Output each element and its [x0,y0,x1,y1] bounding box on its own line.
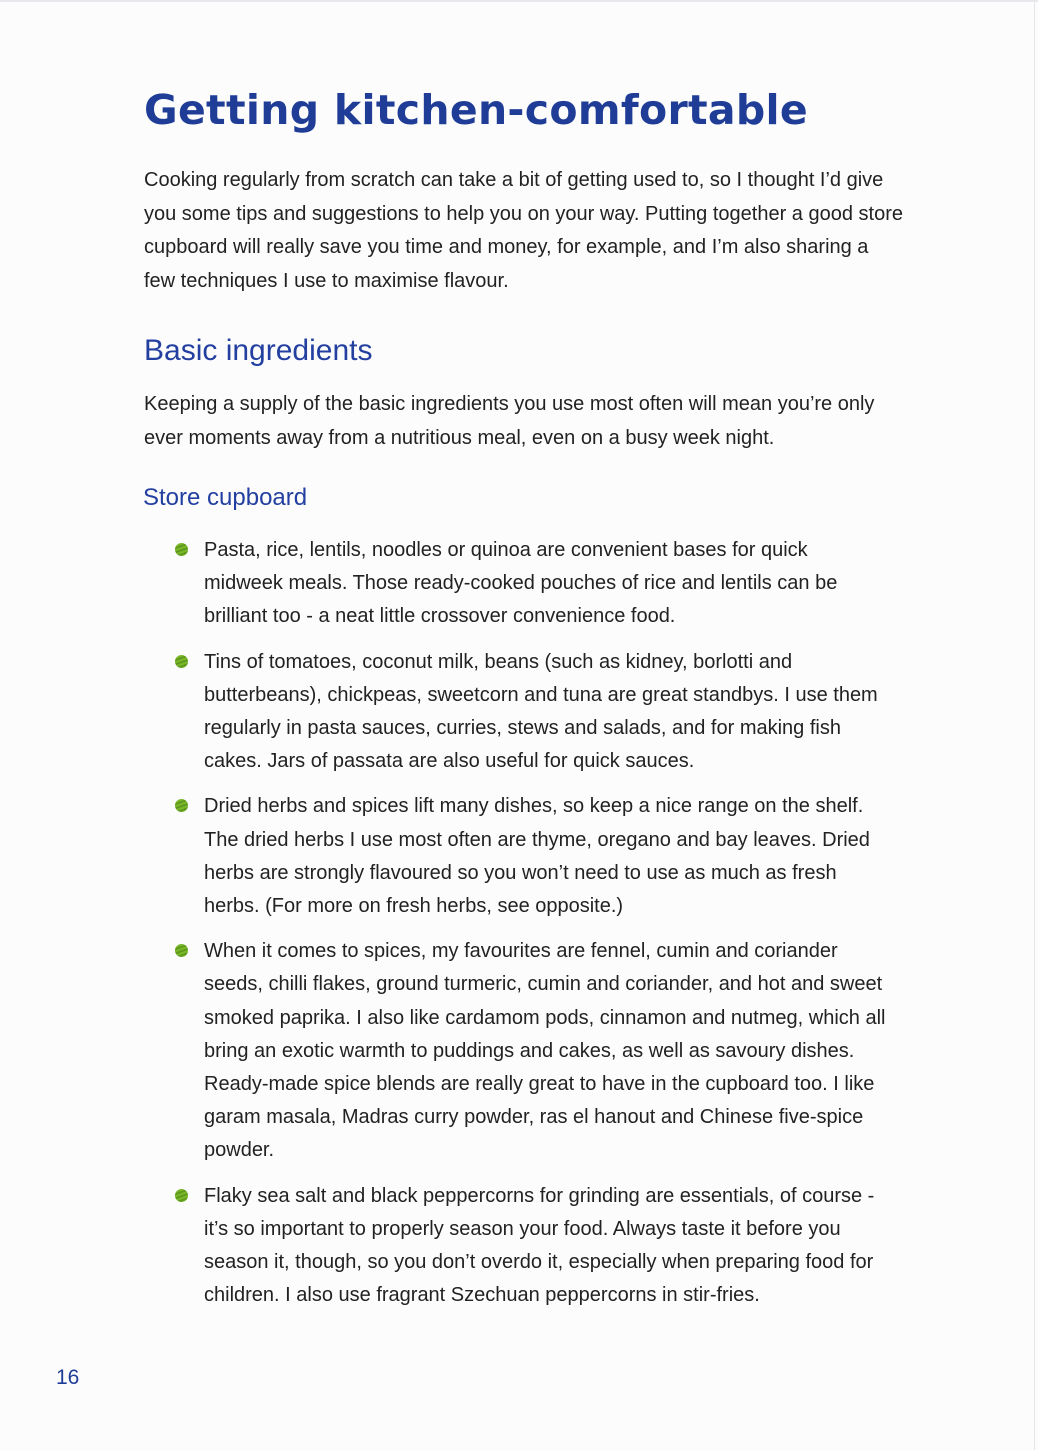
page-number: 16 [56,1366,80,1389]
list-item-text: Flaky sea salt and black peppercorns for grinding are essentials, of course - it’s so important to properly season your food. Always taste it before you season it, though, so you don’t overdo it, especially when preparing food for children. I also use fragrant Szechuan peppercorns in stir-fries. [204,1184,875,1307]
list-item [170,1180,890,1313]
list-item-text: Dried herbs and spices lift many dishes, so keep a nice range on the shelf. The dried herbs I use most often are thyme, oregano and bay leaves. Dried herbs are strongly flavoured so you won’t need to use as much as fresh herbs. (For more on fresh herbs, see opposite.) [204,795,870,918]
list-item [170,790,890,923]
intro-paragraph: Cooking regularly from scratch can take a bit of getting used to, so I thought I’d give you some tips and suggestions to help you on your way. Putting together a good store cupboard will really save you time and money, for example, and I’m also sharing a few techniques I use to maximise flavour. [144,169,903,292]
subsection-heading: Store cupboard [143,484,308,511]
list-item-text: Pasta, rice, lentils, noodles or quinoa are convenient bases for quick midweek meals. Those ready-cooked pouches of rice and lentils can be brilliant too - a neat little crossover convenience food. [204,539,838,628]
list-item [170,534,890,634]
list-item-text: When it comes to spices, my favourites are fennel, cumin and coriander seeds, chilli flakes, ground turmeric, cumin and coriander, and hot and sweet smoked paprika. I also like cardamom pods, cinnamon and nutmeg, which all bring an exotic warmth to puddings and cakes, as well as savoury dishes. Ready-made spice blends are really great to have in the cupboard too. I like garam masala, Madras curry powder, ras el hanout and Chinese five-spice powder. [204,940,886,1162]
page-edge [1034,0,1035,1450]
page-title: Getting kitchen-comfortable [144,86,808,134]
section-paragraph: Keeping a supply of the basic ingredients you use most often will mean you’re only ever moments away from a nutritious meal, even on a busy week night. [144,393,875,449]
list-item-text: Tins of tomatoes, coconut milk, beans (such as kidney, borlotti and butterbeans), chickpeas, sweetcorn and tuna are great standbys. I use them regularly in pasta sauces, curries, stews and salads, and for making fish cakes. Jars of passata are also useful for quick sauces. [204,650,878,773]
bullet-icon [175,543,188,556]
page-edge [0,0,1038,2]
list-item [170,646,890,779]
bullet-icon [175,655,188,668]
bullet-icon [175,799,188,812]
list-item [170,935,890,1167]
section-heading: Basic ingredients [144,334,373,367]
bullet-icon [175,1189,188,1202]
store-cupboard-list [170,534,890,1312]
bullet-icon [175,944,188,957]
